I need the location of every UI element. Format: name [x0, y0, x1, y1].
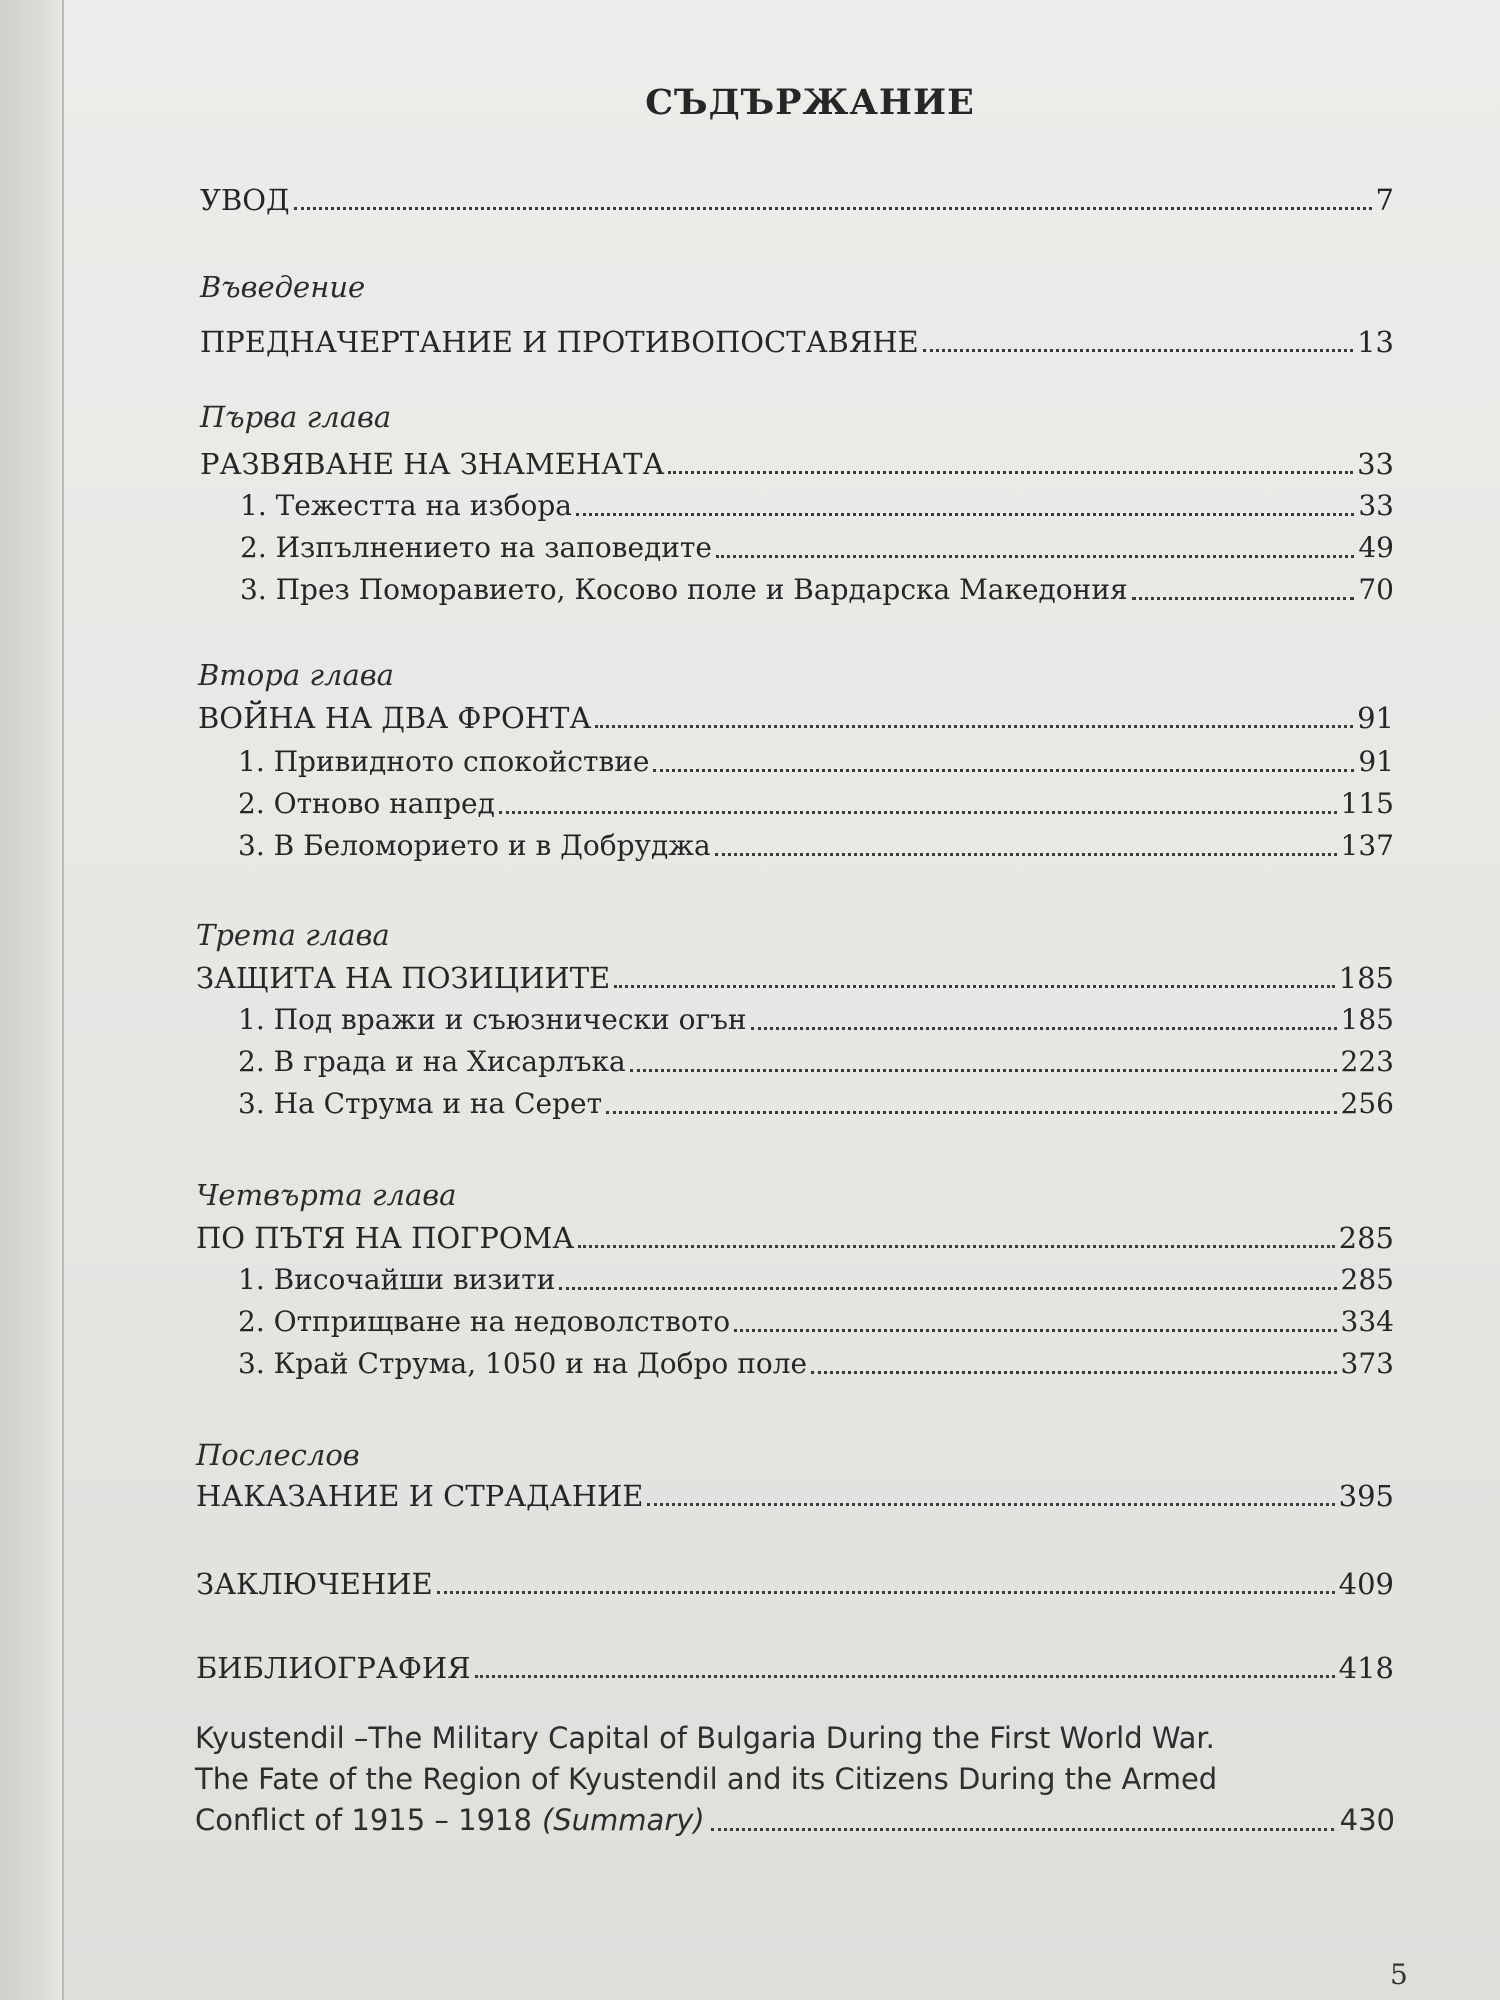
entry-page: 33	[1358, 489, 1394, 522]
toc-subentry[interactable]	[238, 786, 1394, 822]
toc-entry-summary[interactable]	[195, 1718, 1395, 1841]
toc-subentry[interactable]	[238, 1044, 1394, 1080]
entry-title: 3. В Беломорието и в Добруджа	[238, 829, 711, 862]
summary-last-row	[195, 1800, 1395, 1841]
dot-leader	[595, 725, 1353, 728]
toc-subentry[interactable]	[238, 1262, 1394, 1298]
toc-subentry[interactable]	[238, 1002, 1394, 1038]
entry-title: 3. Край Струма, 1050 и на Добро поле	[238, 1347, 808, 1380]
section-label-epilogue: Послеслов	[196, 1438, 360, 1472]
entry-page: 395	[1338, 1479, 1394, 1513]
section-label-preface: Въведение	[200, 270, 366, 304]
entry-page: 91	[1357, 701, 1394, 735]
entry-title: НАКАЗАНИЕ И СТРАДАНИЕ	[196, 1479, 644, 1513]
entry-title: 1. Височайши визити	[238, 1263, 556, 1296]
dot-leader	[499, 811, 1337, 814]
entry-page: 137	[1340, 829, 1394, 862]
toc-entry-preface[interactable]	[200, 324, 1394, 360]
entry-page: 7	[1375, 183, 1394, 217]
toc-subentry[interactable]	[238, 828, 1394, 864]
dot-leader	[811, 1371, 1336, 1374]
toc-subentry[interactable]	[238, 1086, 1394, 1122]
summary-line: Conflict of 1915 – 1918	[195, 1803, 532, 1837]
toc-entry-chapter2[interactable]	[198, 700, 1394, 736]
dot-leader	[668, 471, 1353, 474]
entry-page: 373	[1340, 1347, 1394, 1380]
toc-subentry[interactable]	[240, 530, 1394, 566]
entry-page: 285	[1338, 1221, 1394, 1255]
entry-page: 33	[1357, 447, 1394, 481]
toc-subentry[interactable]	[238, 1304, 1394, 1340]
toc-entry-epilogue[interactable]	[196, 1478, 1394, 1514]
chapter-label: Трета глава	[196, 918, 390, 952]
entry-title: 2. В града и на Хисарлъка	[238, 1045, 626, 1078]
entry-page: 185	[1340, 1003, 1394, 1036]
entry-title: ЗАЩИТА НА ПОЗИЦИИТЕ	[196, 961, 611, 995]
entry-title: 2. Отприщване на недоволството	[238, 1305, 731, 1338]
dot-leader	[559, 1287, 1336, 1290]
summary-line: Kyustendil –The Military Capital of Bulgaria During the First World War.	[195, 1721, 1215, 1755]
entry-title: ВОЙНА НА ДВА ФРОНТА	[198, 701, 592, 735]
toc-entry-chapter4[interactable]	[196, 1220, 1394, 1256]
entry-title: 2. Отново напред	[238, 787, 495, 820]
dot-leader	[437, 1591, 1335, 1594]
entry-title: БИБЛИОГРАФИЯ	[196, 1651, 471, 1685]
page-title: СЪДЪРЖАНИЕ	[645, 82, 975, 123]
dot-leader	[923, 349, 1353, 352]
dot-leader	[294, 207, 1372, 210]
toc-subentry[interactable]	[240, 488, 1394, 524]
entry-title: РАЗВЯВАНЕ НА ЗНАМЕНАТА	[200, 447, 665, 481]
entry-page: 115	[1340, 787, 1394, 820]
dot-leader	[751, 1027, 1337, 1030]
dot-leader	[630, 1069, 1337, 1072]
entry-title: УВОД	[200, 183, 290, 217]
entry-title: ПО ПЪТЯ НА ПОГРОМА	[196, 1221, 575, 1255]
dot-leader	[576, 513, 1354, 516]
toc-entry-conclusion[interactable]	[196, 1566, 1394, 1602]
dot-leader	[715, 853, 1337, 856]
dot-leader	[647, 1503, 1334, 1506]
toc-subentry[interactable]	[240, 572, 1394, 608]
entry-page: 49	[1358, 531, 1394, 564]
entry-page: 430	[1339, 1803, 1395, 1837]
dot-leader	[716, 555, 1354, 558]
dot-leader	[734, 1329, 1336, 1332]
summary-italic-label: (Summary)	[541, 1803, 705, 1837]
entry-title: 1. Тежестта на избора	[240, 489, 572, 522]
entry-title: ЗАКЛЮЧЕНИЕ	[196, 1567, 433, 1601]
dot-leader	[578, 1245, 1334, 1248]
dot-leader	[1132, 597, 1355, 600]
summary-line: The Fate of the Region of Kyustendil and its Citizens During the Armed	[195, 1762, 1218, 1796]
entry-page: 409	[1338, 1567, 1394, 1601]
page-number: 5	[1390, 1958, 1408, 1991]
entry-page: 256	[1340, 1087, 1394, 1120]
dot-leader	[711, 1828, 1334, 1831]
entry-page: 185	[1338, 961, 1394, 995]
entry-title: 3. През Поморавието, Косово поле и Вардарска Македония	[240, 573, 1128, 606]
entry-page: 70	[1358, 573, 1394, 606]
entry-page: 418	[1338, 1651, 1394, 1685]
toc-entry-bibliography[interactable]	[196, 1650, 1394, 1686]
dot-leader	[614, 985, 1334, 988]
entry-title: 1. Под вражи и съюзнически огън	[238, 1003, 747, 1036]
toc-entry-chapter3[interactable]	[196, 960, 1394, 996]
dot-leader	[653, 769, 1354, 772]
chapter-label: Втора глава	[198, 658, 394, 692]
chapter-label: Първа глава	[200, 400, 392, 434]
entry-title: 3. На Струма и на Серет	[238, 1087, 603, 1120]
toc-subentry[interactable]	[238, 1346, 1394, 1382]
toc-entry-chapter1[interactable]	[200, 446, 1394, 482]
toc-entry-intro[interactable]	[200, 182, 1394, 218]
toc-subentry[interactable]	[238, 744, 1394, 780]
entry-page: 13	[1357, 325, 1394, 359]
entry-page: 223	[1340, 1045, 1394, 1078]
chapter-label: Четвърта глава	[196, 1178, 457, 1212]
entry-page: 285	[1340, 1263, 1394, 1296]
dot-leader	[475, 1675, 1335, 1678]
entry-title: 2. Изпълнението на заповедите	[240, 531, 712, 564]
dot-leader	[606, 1111, 1336, 1114]
entry-page: 91	[1358, 745, 1394, 778]
entry-title: 1. Привидното спокойствие	[238, 745, 650, 778]
entry-title: ПРЕДНАЧЕРТАНИЕ И ПРОТИВОПОСТАВЯНЕ	[200, 325, 919, 359]
entry-page: 334	[1340, 1305, 1394, 1338]
